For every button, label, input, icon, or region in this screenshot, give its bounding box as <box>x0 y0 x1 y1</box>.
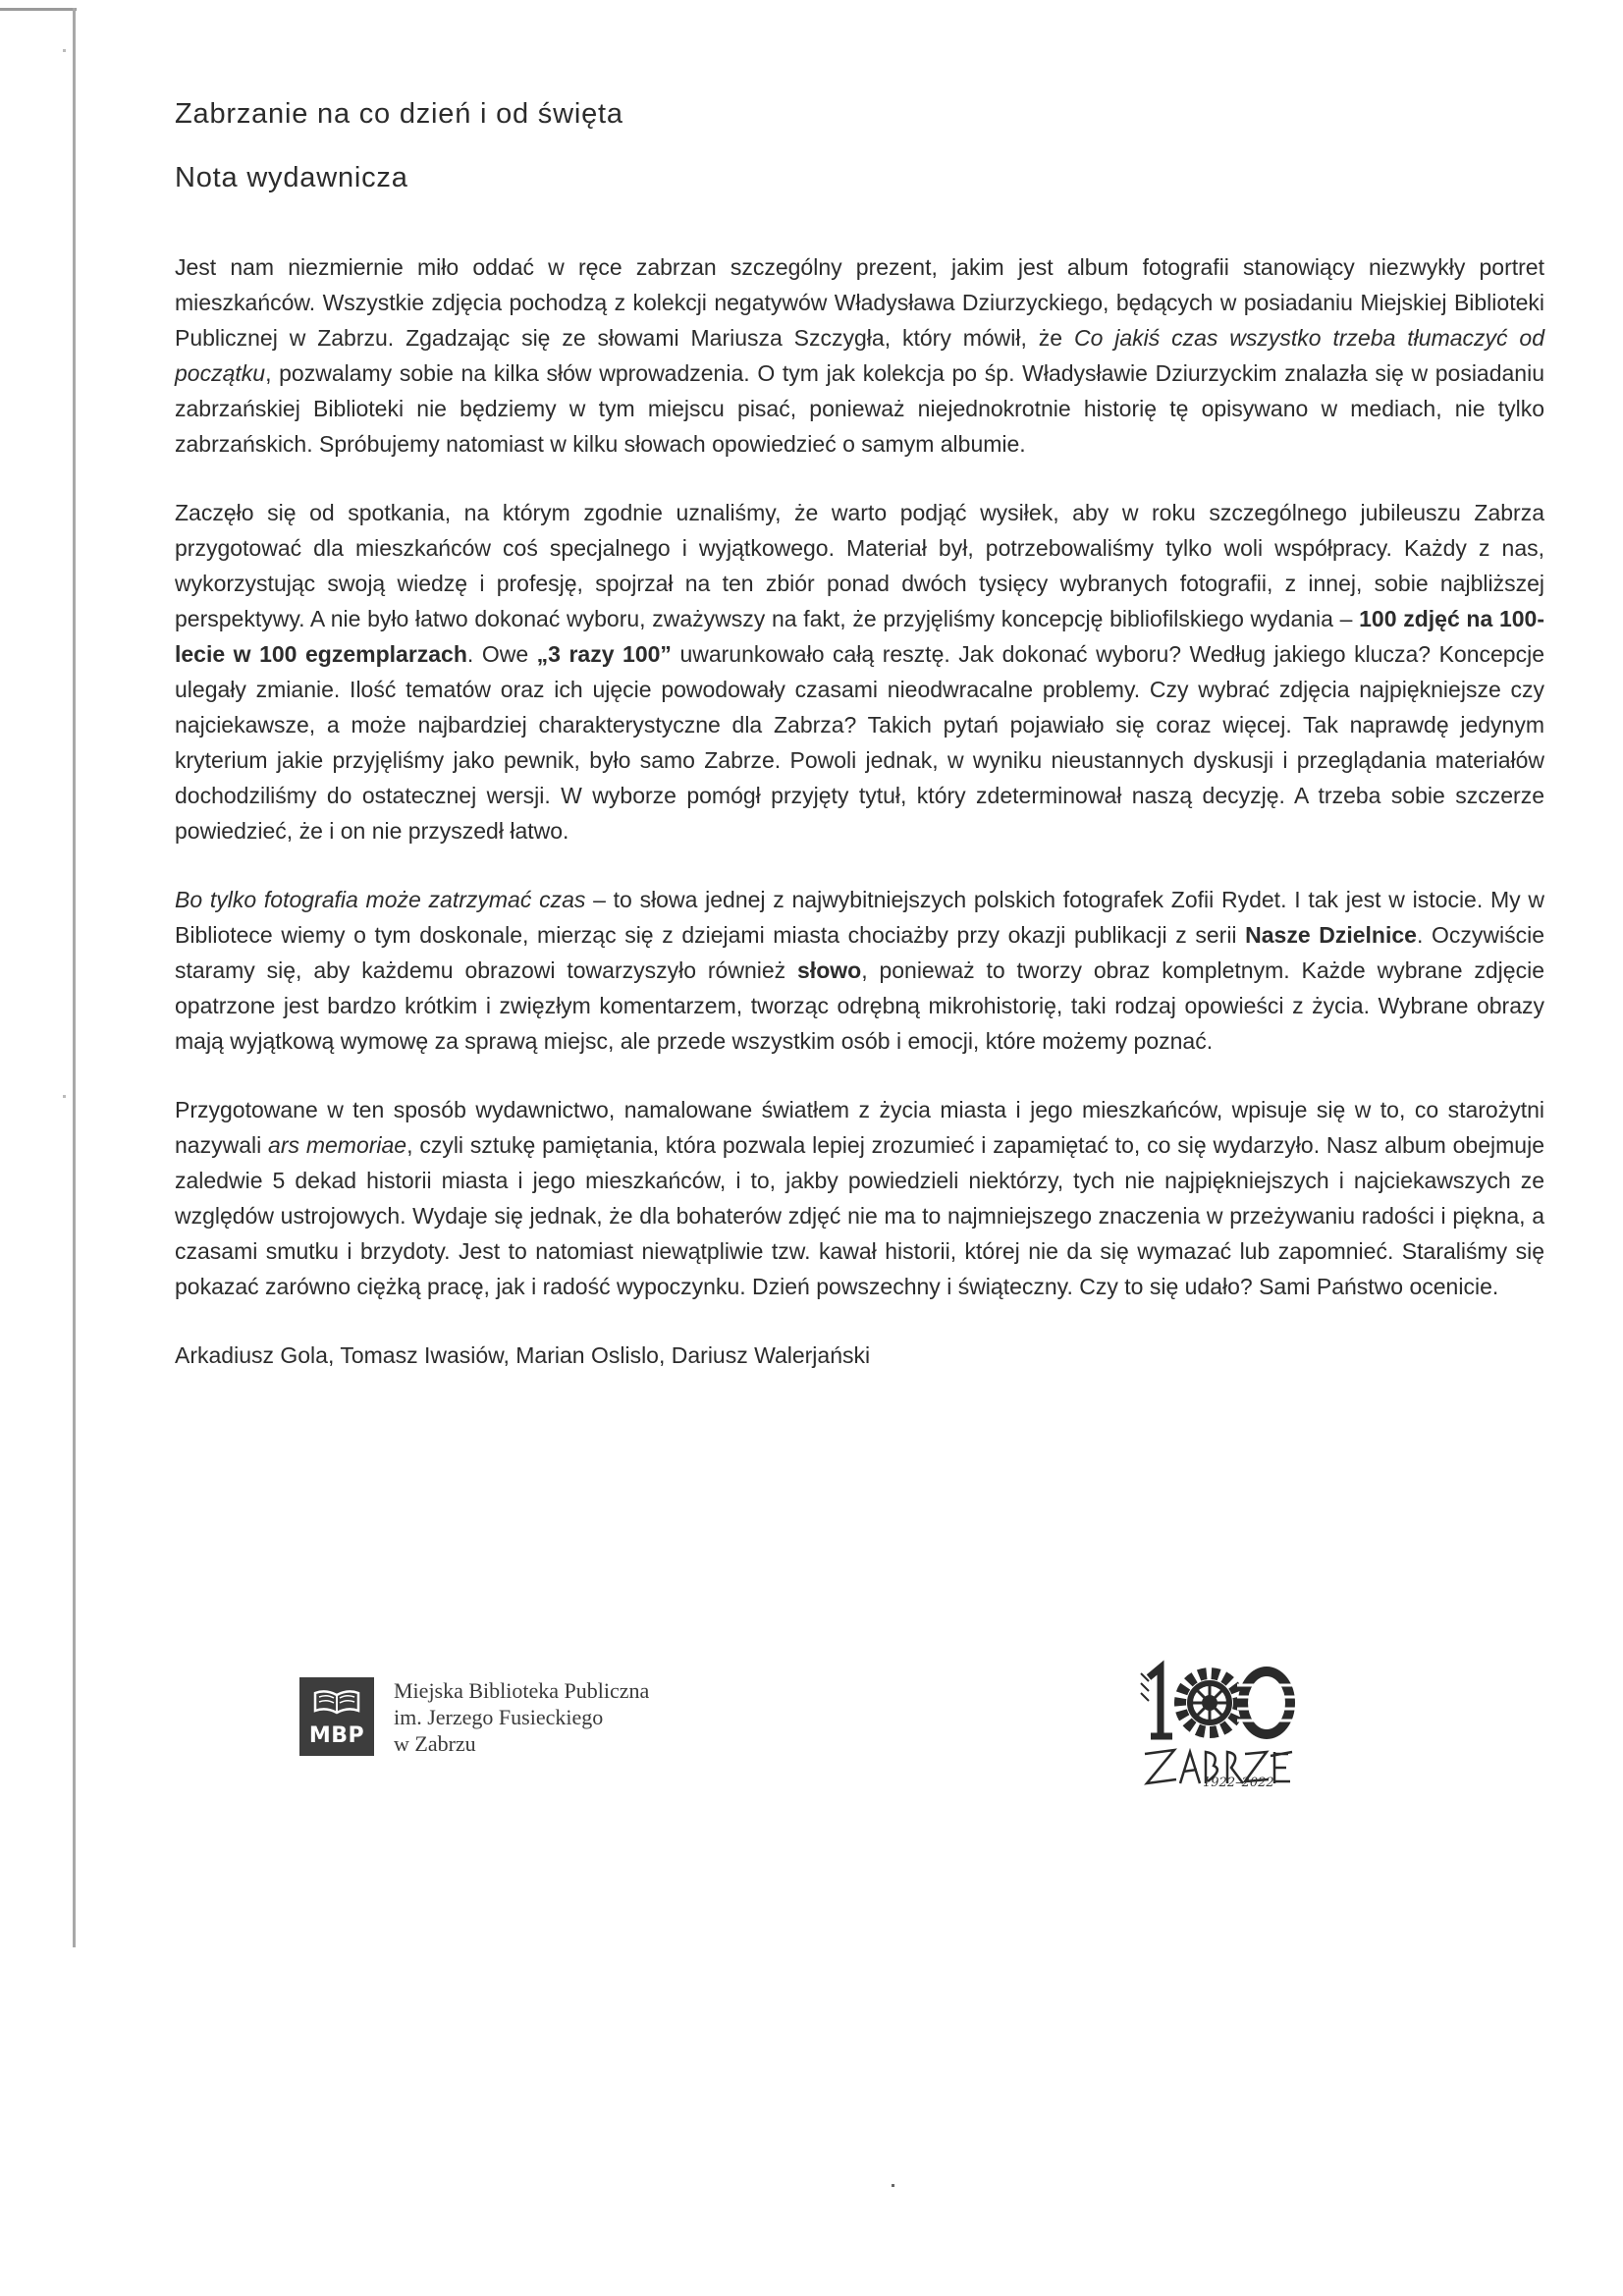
paragraph-2 <box>175 495 1544 848</box>
library-name-line: w Zabrzu <box>394 1731 476 1756</box>
jubilee-dates: 1922–2022 <box>1203 1776 1274 1790</box>
paragraph-text: , ponieważ to tworzy obraz kompletnym. Każde wybrane zdjęcie opatrzone jest bardzo krótkim i zwięzłym komentarzem, tworząc odrębną mikrohistorię, taki rodzaj opowieści z życia. Wybrane obrazy mają wyjątkową wymowę za sprawą miejsc, ale przede wszystkim osób i emocji, które możemy poznać. <box>175 957 1544 1054</box>
paragraph-text: . Owe <box>466 641 537 667</box>
document-body <box>175 98 1544 1373</box>
jubilee-logo <box>1129 1660 1301 1807</box>
paragraph-3 <box>175 882 1544 1059</box>
italic-quote: Bo tylko fotografia może zatrzymać czas <box>175 887 586 912</box>
bold-text: „3 razy 100” <box>536 641 672 667</box>
bold-text: słowo <box>797 957 862 983</box>
scan-line <box>73 8 76 1947</box>
scan-edge <box>0 0 79 2296</box>
italic-term: ars memoriae <box>268 1132 407 1158</box>
paragraph-text: , czyli sztukę pamiętania, która pozwala lepiej zrozumieć i zapamiętać to, co się wydarzyło. Nasz album obejmuje zaledwie 5 dekad historii miasta i jego mieszkańców, i to, jakby powiedzieli niektórzy, tych nie najpiękniejszych i najciekawszych ze względów ustrojowych. Wydaje się jednak, że dla bohaterów zdjęć nie ma to najmniejszego znaczenia w przeżywaniu radości i piękna, a czasami smutku i brzydoty. Jest to natomiast niewątpliwie tzw. kawał historii, której nie da się wymazać lub zapomnieć. Staraliśmy się pokazać zarówno ciężką pracę, jak i radość wypoczynku. Dzień powszechny i świąteczny. Czy to się udało? Sami Państwo ocenicie. <box>175 1132 1544 1299</box>
library-logo-letters: MBP <box>308 1723 365 1748</box>
paragraph-text: , pozwalamy sobie na kilka słów wprowadzenia. O tym jak kolekcja po śp. Władysławie Dziurzyckim znalazła się w posiadaniu zabrzańskiej Biblioteki nie będziemy w tym miejscu pisać, ponieważ niejednokrotnie historię tę opisywano w mediach, nie tylko zabrzańskich. Spróbujemy natomiast w kilku słowach opowiedzieć o samym albumie. <box>175 360 1544 457</box>
library-name-line: im. Jerzego Fusieckiego <box>394 1705 604 1729</box>
paragraph-1 <box>175 249 1544 462</box>
paragraph-4 <box>175 1092 1544 1304</box>
paragraph-text: uwarunkowało całą resztę. Jak dokonać wyboru? Według jakiego klucza? Koncepcje ulegały zmianie. Ilość tematów oraz ich ujęcie powodowały czasami nieodwracalne problemy. Czy wybrać zdjęcia najpiękniejsze czy najciekawsze, a może najbardziej charakterystyczne dla Zabrza? Takich pytań pojawiało się coraz więcej. Tak naprawdę jedynym kryterium jakie przyjęliśmy jako pewnik, było samo Zabrze. Powoli jednak, w wyniku nieustannych dyskusji i przeglądania materiałów dochodziliśmy do ostatecznej wersji. W wyborze pomógł przyjęty tytuł, który zdeterminował naszą decyzję. A trzeba sobie szczerze powiedzieć, że i on nie przyszedł łatwo. <box>175 641 1544 844</box>
document-title: Zabrzanie na co dzień i od święta <box>175 98 623 130</box>
bold-text: Nasze Dzielnice <box>1245 922 1417 948</box>
library-name <box>394 1677 649 1757</box>
authors: Arkadiusz Gola, Tomasz Iwasiów, Marian Oslislo, Dariusz Walerjański <box>175 1342 871 1368</box>
library-logo-block <box>299 1677 649 1757</box>
paragraph-text: Przygotowane w ten sposób wydawnictwo, namalowane światłem z życia miasta i jego mieszkańców, wpisuje się w to, co starożytni nazywali <box>175 1097 1544 1158</box>
scan-mark <box>63 1095 66 1098</box>
scan-shadow <box>0 8 77 11</box>
paragraph-text: – to słowa jednej z najwybitniejszych polskich fotografek Zofii Rydet. I tak jest w istocie. My w Bibliotece wiemy o tym doskonale, mierząc się z dziejami miasta chociażby przy okazji publikacji z serii <box>175 887 1544 948</box>
scan-speck <box>892 2184 894 2187</box>
document-subtitle: Nota wydawnicza <box>175 162 408 193</box>
book-icon <box>312 1687 361 1715</box>
library-logo <box>299 1677 374 1756</box>
italic-quote: Co jakiś czas wszystko trzeba tłumaczyć od początku <box>175 325 1545 386</box>
scan-mark <box>63 49 66 52</box>
paragraph-text: Jest nam niezmiernie miło oddać w ręce zabrzan szczególny prezent, jakim jest album fotografii stanowiący niezwykły portret mieszkańców. Wszystkie zdjęcia pochodzą z kolekcji negatywów Władysława Dziurzyckiego, będących w posiadaniu Miejskiej Biblioteki Publicznej w Zabrzu. Zgadzając się ze słowami Mariusza Szczygła, który mówił, że <box>175 254 1544 351</box>
paragraph-text: Zaczęło się od spotkania, na którym zgodnie uznaliśmy, że warto podjąć wysiłek, aby w roku szczególnego jubileuszu Zabrza przygotować dla mieszkańców coś specjalnego i wyjątkowego. Materiał był, potrzebowaliśmy tylko woli współpracy. Każdy z nas, wykorzystując swoją wiedzę i profesję, spojrzał na ten zbiór ponad dwóch tysięcy wybranych fotografii, z innej, sobie najbliższej perspektywy. A nie było łatwo dokonać wyboru, zważywszy na fakt, że przyjęliśmy koncepcję bibliofilskiego wydania – <box>175 500 1544 631</box>
bold-text: 100 zdjęć na 100-lecie w 100 egzemplarzach <box>175 606 1544 667</box>
library-name-line: Miejska Biblioteka Publiczna <box>394 1678 650 1703</box>
paragraph-text: . Oczywiście staramy się, aby każdemu obrazowi towarzyszyło również <box>175 922 1544 983</box>
